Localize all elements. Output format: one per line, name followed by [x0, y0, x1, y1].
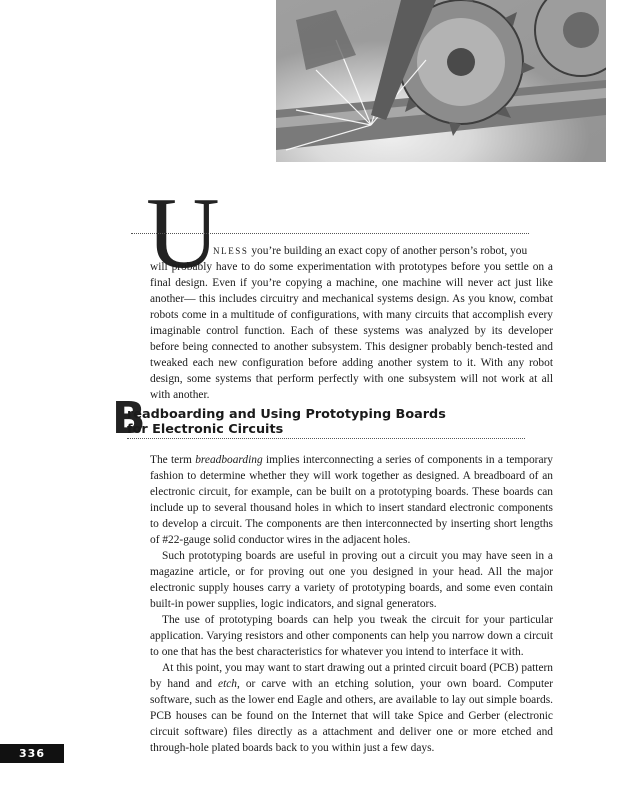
- page-number: 336: [0, 744, 64, 763]
- chapter-photo: [276, 0, 606, 162]
- section-paragraph-4: [150, 660, 553, 756]
- intro-dotted-rule: [131, 233, 529, 234]
- p4-text-after: , or carve with an etching solution, your own board. Computer software, such as the lower end Eagle and others, are available to lay out simple boards. PCB houses can be found on the Internet that will take Spice and Gerber (electronic circuit software) files directly as a attachment and deliver one or more etched and through-hole plated boards back to you within just a few days.: [150, 678, 553, 754]
- intro-first-line-rest: you’re building an exact copy of another person’s robot, you: [248, 245, 528, 257]
- intro-first-line: [213, 243, 553, 259]
- p4-text-before: At this point, you may want to start drawing out a printed circuit board (PCB) pattern by hand and: [150, 662, 553, 690]
- section-paragraph-3: The use of prototyping boards can help you tweak the circuit for your particular application. Varying resistors and other components can help you narrow down a circuit to one that has the best characteristics for whatever you intend to interface it with.: [150, 614, 553, 658]
- p1-text-after: implies interconnecting a series of components in a temporary fashion to determine whether they will work together as designed. A breadboard of an electronic circuit, for example, can be built on a prototyping boards. These boards can include up to several thousand holes in which to insert standard electronic components to develop a circuit. The components are then interconnected by inserting short lengths of #22-gauge solid conductor wires in the adjacent holes.: [150, 454, 554, 546]
- heading-dotted-rule: [127, 438, 525, 439]
- section-paragraph-2: Such prototyping boards are useful in proving out a circuit you may have seen in a magazine article, or for proving out one you designed in your head. All the major electronic supply houses carry a variety of prototyping boards, and some even contain built-in power supplies, logic indicators, and signal generators.: [150, 550, 553, 610]
- intro-paragraph: [150, 259, 553, 403]
- heading-drop-cap: B: [112, 393, 146, 444]
- intro-small-caps: NLESS: [213, 246, 249, 256]
- section-heading: [127, 407, 527, 437]
- p1-text-before: The term: [150, 454, 196, 466]
- p1-italic-term: breadboarding: [195, 454, 263, 466]
- p4-italic-term: etch: [218, 678, 237, 690]
- section-heading-line1: readboarding and Using Prototyping Boards: [127, 407, 446, 422]
- section-paragraph-1: [150, 452, 553, 548]
- section-body: [150, 452, 553, 756]
- saw-blade-illustration: [276, 0, 606, 162]
- drop-cap: U: [146, 177, 220, 290]
- section-heading-line2: for Electronic Circuits: [127, 422, 284, 437]
- intro-text: will probably have to do some experimentation with prototypes before you settle on a final design. Even if you’re copying a machine, one machine will never act just like another— this includes circuitry and mechanical systems design. As you know, combat robots come in a multitude of configurations, with many circuits that accomplish every imaginable control function. Each of these systems was analyzed by its developer before being connected to another subsystem. This designer probably bench-tested and tweaked each new configuration before adding another system to it. With any robot design, some systems that perform perfectly with one subsystem will not work at all with another.: [150, 261, 553, 401]
